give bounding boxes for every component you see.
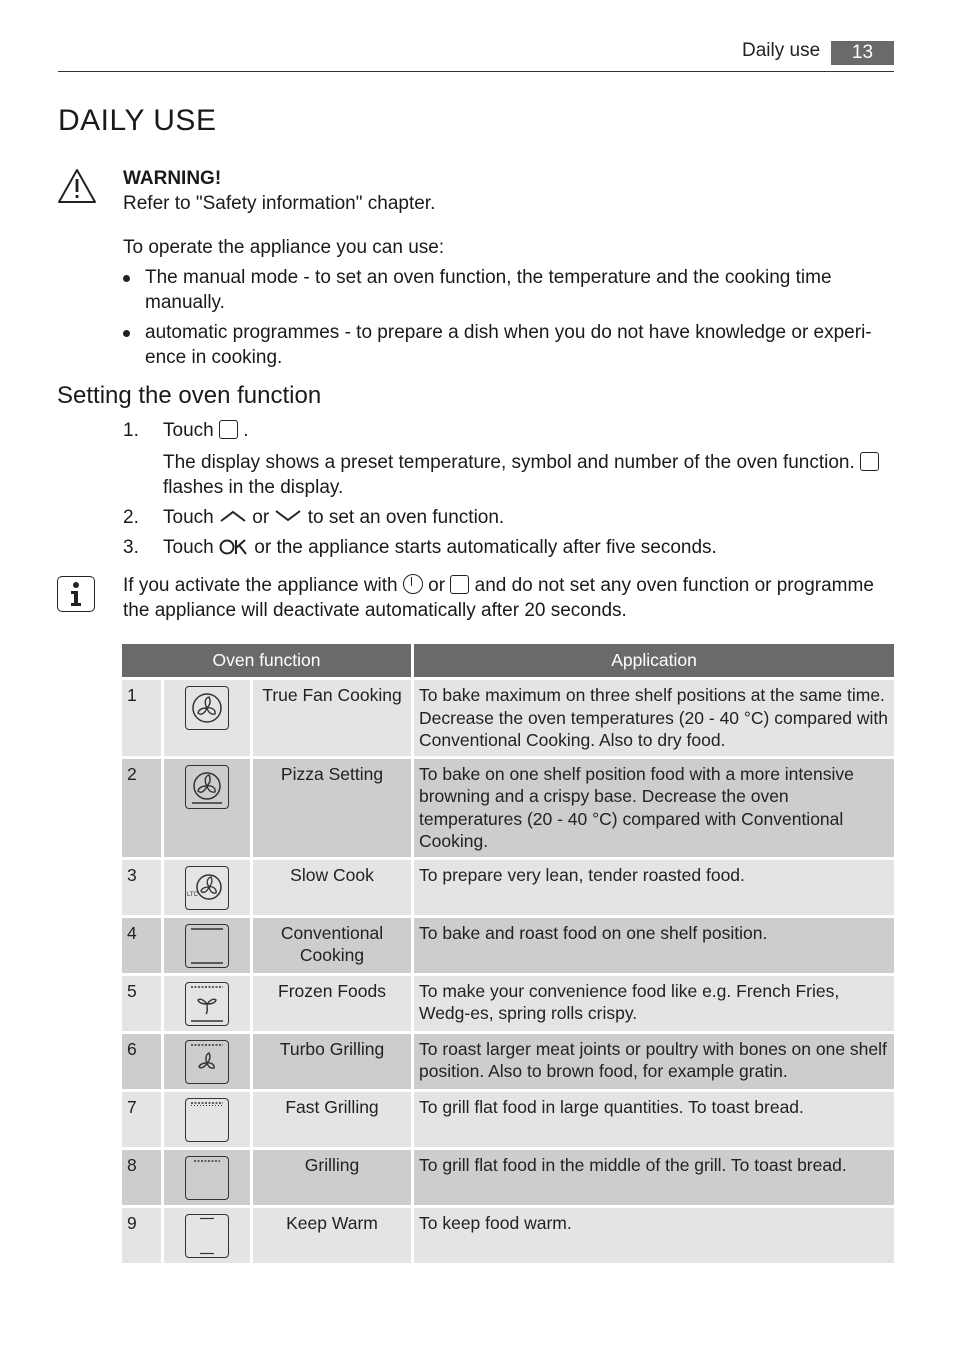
warning-triangle-icon — [57, 168, 97, 204]
table-row — [122, 1031, 894, 1089]
column-header-application: Application — [414, 644, 894, 677]
header-rule — [58, 71, 894, 72]
table-row — [122, 1147, 894, 1205]
function-application: To prepare very lean, tender roasted food. — [414, 857, 894, 915]
row-number: 5 — [122, 973, 164, 1031]
table-row — [122, 915, 894, 973]
function-name: Pizza Setting — [253, 756, 414, 857]
function-application: To bake on one shelf position food with a more intensive browning and a crispy base. Decrease the oven temperatures (20 - 40 °C) compared with Conventional Cooking. — [414, 756, 894, 857]
bullet-item — [123, 265, 895, 315]
step-2 — [163, 505, 504, 530]
arrow-down-icon — [274, 508, 302, 524]
step-text: to set an oven function. — [307, 507, 505, 528]
step-text: Touch — [163, 537, 214, 558]
page-number: 13 — [831, 41, 894, 65]
icon-cell — [164, 973, 253, 1031]
pizza-setting-icon — [185, 765, 229, 809]
true-fan-cooking-icon — [185, 686, 229, 730]
row-number: 1 — [122, 677, 164, 756]
function-key-icon — [219, 420, 238, 439]
step-text: or the appliance starts automatically after five seconds. — [254, 537, 717, 558]
table-row — [122, 1205, 894, 1263]
icon-cell — [164, 1205, 253, 1263]
row-number: 7 — [122, 1089, 164, 1147]
frozen-foods-icon — [185, 982, 229, 1026]
function-name: Turbo Grilling — [253, 1031, 414, 1089]
bullet-dot — [123, 275, 130, 282]
icon-cell — [164, 677, 253, 756]
keep-warm-icon — [185, 1214, 229, 1258]
row-number: 4 — [122, 915, 164, 973]
function-key-icon — [450, 575, 469, 594]
icon-cell — [164, 756, 253, 857]
grilling-icon — [185, 1156, 229, 1200]
function-name: Frozen Foods — [253, 973, 414, 1031]
icon-cell — [164, 915, 253, 973]
row-number: 2 — [122, 756, 164, 857]
bullet-item — [123, 320, 895, 370]
column-header-oven-function: Oven function — [122, 644, 414, 677]
function-application: To make your convenience food like e.g. French Fries, Wedg-es, spring rolls crispy. — [414, 973, 894, 1031]
info-icon — [57, 576, 95, 612]
step-number: 2. — [123, 507, 139, 528]
step-text: flashes in the display. — [163, 477, 344, 498]
step-3 — [163, 535, 717, 560]
function-application: To grill flat food in the middle of the grill. To toast bread. — [414, 1147, 894, 1205]
function-name: Conventional Cooking — [253, 915, 414, 973]
function-application: To roast larger meat joints or poultry with bones on one shelf position. Also to brown food, for example gratin. — [414, 1031, 894, 1089]
fast-grilling-icon — [185, 1098, 229, 1142]
function-name: Slow Cook — [253, 857, 414, 915]
step-text: The display shows a preset temperature, symbol and number of the oven function. — [163, 452, 855, 473]
step-text: Touch — [163, 507, 214, 528]
function-name: Fast Grilling — [253, 1089, 414, 1147]
intro-text: To operate the appliance you can use: — [123, 237, 445, 258]
power-icon — [403, 574, 423, 594]
table-row — [122, 677, 894, 756]
row-number: 8 — [122, 1147, 164, 1205]
warning-text: Refer to "Safety information" chapter. — [123, 193, 436, 214]
section-subtitle: Setting the oven function — [57, 382, 322, 409]
table-row — [122, 973, 894, 1031]
function-application: To grill flat food in large quantities. To toast bread. — [414, 1089, 894, 1147]
conventional-cooking-icon — [185, 924, 229, 968]
bullet-text: - to prepare a dish when you do not have knowledge or experi-ence in cooking. — [145, 322, 872, 368]
row-number: 3 — [122, 857, 164, 915]
row-number: 6 — [122, 1031, 164, 1089]
bullet-term: automatic programmes — [145, 322, 340, 343]
function-name: True Fan Cooking — [253, 677, 414, 756]
table-row — [122, 1089, 894, 1147]
step-text: . — [243, 420, 249, 441]
icon-cell — [164, 1031, 253, 1089]
oven-function-table — [122, 644, 894, 1263]
function-application: To bake maximum on three shelf positions at the same time. Decrease the oven temperatures (20 - 40 °C) compared with Conventional Cooking. Also to dry food. — [414, 677, 894, 756]
function-application: To bake and roast food on one shelf position. — [414, 915, 894, 973]
slow-cook-icon — [185, 866, 229, 910]
table-header-row — [122, 644, 894, 677]
function-name: Grilling — [253, 1147, 414, 1205]
turbo-grilling-icon — [185, 1040, 229, 1084]
slow-cook-icon-label: LTC — [187, 891, 198, 898]
step-1 — [163, 418, 249, 443]
arrow-up-icon — [219, 508, 247, 524]
info-text — [123, 573, 898, 623]
row-number: 9 — [122, 1205, 164, 1263]
bullet-text: - to set an oven function, the temperature and the cooking time manually. — [145, 267, 832, 313]
info-text-part: or — [428, 575, 446, 596]
function-application: To keep food warm. — [414, 1205, 894, 1263]
function-name: Keep Warm — [253, 1205, 414, 1263]
step-number: 3. — [123, 537, 139, 558]
warning-heading: WARNING! — [123, 168, 222, 189]
icon-cell — [164, 1147, 253, 1205]
header-section-label: Daily use — [742, 40, 821, 61]
bullet-term: The manual mode — [145, 267, 299, 288]
step-text: Touch — [163, 420, 214, 441]
info-text-part: and do not set any oven function or programme the appliance will deactivate automatically after 20 seconds. — [123, 575, 874, 621]
icon-cell — [164, 857, 253, 915]
page-title: DAILY USE — [58, 104, 217, 137]
step-number: 1. — [123, 420, 139, 441]
step-text: or — [252, 507, 270, 528]
info-text-part: If you activate the appliance with — [123, 575, 398, 596]
table-row — [122, 756, 894, 857]
bullet-dot — [123, 330, 130, 337]
table-row — [122, 857, 894, 915]
ok-key-icon — [219, 538, 249, 556]
step-1-detail — [163, 450, 895, 500]
function-key-icon — [860, 452, 879, 471]
icon-cell — [164, 1089, 253, 1147]
